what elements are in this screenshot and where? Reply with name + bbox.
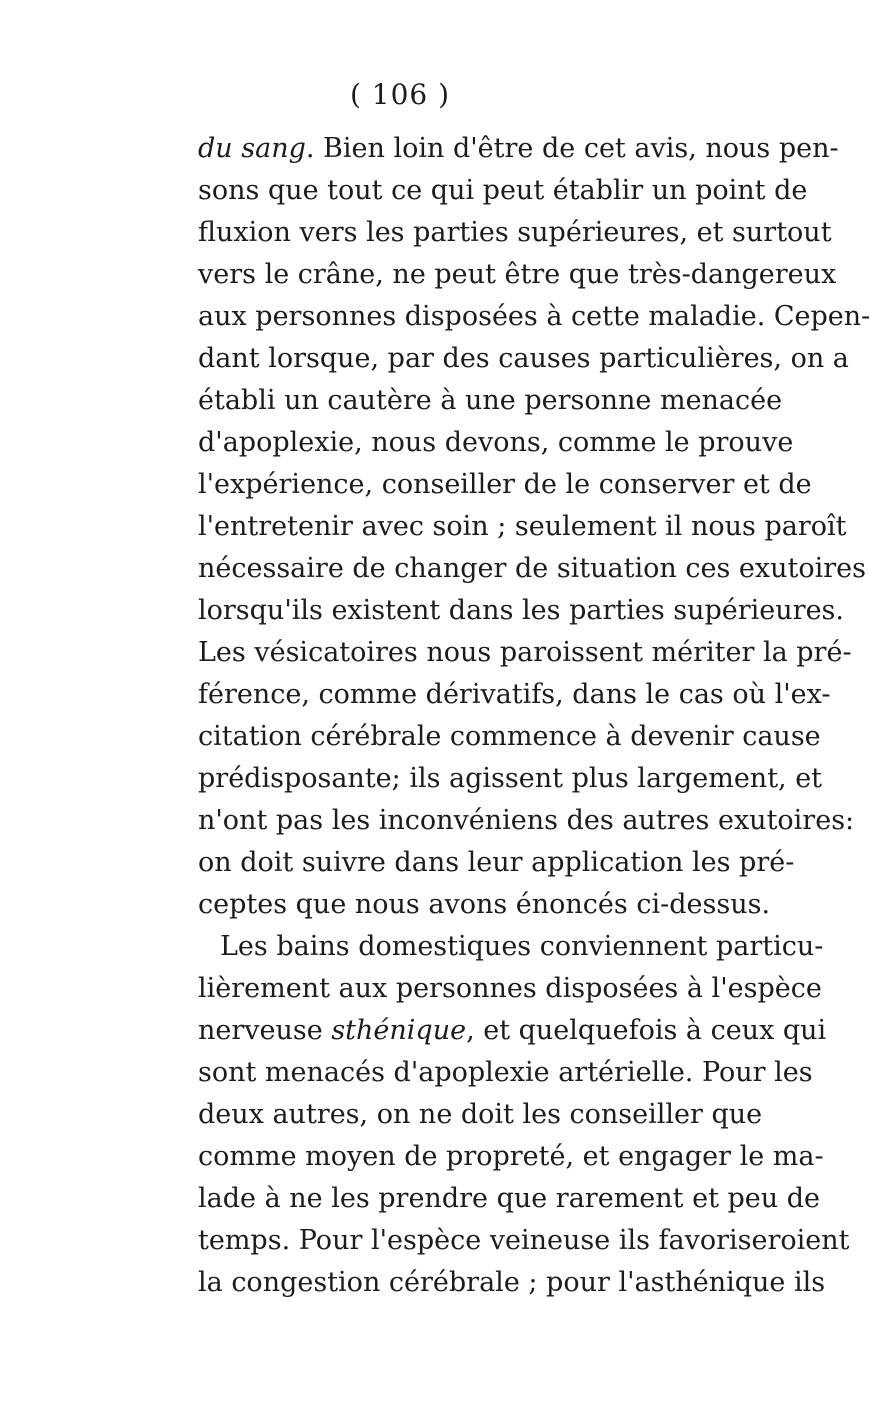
line-text: lade à ne les prendre que rarement et peu de bbox=[198, 1183, 821, 1214]
text-line bbox=[198, 380, 783, 422]
text-line bbox=[198, 632, 852, 674]
text-line bbox=[198, 212, 832, 254]
line-text: la congestion cérébrale ; pour l'asthénique ils bbox=[198, 1267, 826, 1298]
line-text: Les bains domestiques conviennent particu- bbox=[220, 931, 824, 962]
text-line bbox=[198, 128, 839, 170]
text-line bbox=[198, 338, 849, 380]
text-line bbox=[198, 926, 824, 968]
line-text: d'apoplexie, nous devons, comme le prouve bbox=[198, 427, 794, 458]
italic-text: sthénique bbox=[331, 1015, 467, 1046]
text-line bbox=[198, 968, 822, 1010]
line-text: nerveuse bbox=[198, 1015, 332, 1046]
text-line bbox=[198, 422, 794, 464]
text-line bbox=[198, 1052, 813, 1094]
text-line bbox=[198, 884, 771, 926]
text-line bbox=[198, 1220, 850, 1262]
italic-text: du sang bbox=[198, 133, 306, 164]
line-text: lièrement aux personnes disposées à l'espèce bbox=[198, 973, 822, 1004]
text-line bbox=[198, 254, 837, 296]
text-line bbox=[198, 464, 812, 506]
line-text: Les vésicatoires nous paroissent mériter la pré- bbox=[198, 637, 852, 668]
line-text: férence, comme dérivatifs, dans le cas où l'ex- bbox=[198, 679, 831, 710]
line-text: fluxion vers les parties supérieures, et surtout bbox=[198, 217, 832, 248]
text-line bbox=[198, 842, 795, 884]
text-line bbox=[198, 170, 808, 212]
line-text: sont menacés d'apoplexie artérielle. Pour les bbox=[198, 1057, 813, 1088]
line-text: l'entretenir avec soin ; seulement il nous paroît bbox=[198, 511, 847, 542]
text-line bbox=[198, 674, 831, 716]
body-text bbox=[198, 128, 870, 1304]
text-line bbox=[198, 590, 844, 632]
line-text: temps. Pour l'espèce veineuse ils favoriseroient bbox=[198, 1225, 850, 1256]
line-text: citation cérébrale commence à devenir cause bbox=[198, 721, 821, 752]
text-line bbox=[198, 1262, 826, 1304]
line-text: n'ont pas les inconvéniens des autres exutoires: bbox=[198, 805, 855, 836]
line-text: . Bien loin d'être de cet avis, nous pen- bbox=[305, 133, 839, 164]
page-number: ( 106 ) bbox=[349, 78, 451, 111]
text-line bbox=[198, 548, 866, 590]
line-text: comme moyen de propreté, et engager le ma- bbox=[198, 1141, 824, 1172]
line-text: deux autres, on ne doit les conseiller que bbox=[198, 1099, 763, 1130]
text-line bbox=[198, 296, 870, 338]
line-text: dant lorsque, par des causes particulières, on a bbox=[198, 343, 849, 374]
text-line bbox=[198, 1010, 827, 1052]
text-line bbox=[198, 716, 821, 758]
text-line bbox=[198, 1178, 821, 1220]
line-text: ceptes que nous avons énoncés ci-dessus. bbox=[198, 889, 771, 920]
text-line bbox=[198, 1136, 824, 1178]
text-line bbox=[198, 1094, 763, 1136]
line-text: nécessaire de changer de situation ces exutoires bbox=[198, 553, 866, 584]
line-text: on doit suivre dans leur application les pré- bbox=[198, 847, 795, 878]
line-text: l'expérience, conseiller de le conserver et de bbox=[198, 469, 812, 500]
line-text: établi un cautère à une personne menacée bbox=[198, 385, 783, 416]
line-text: prédisposante; ils agissent plus largement, et bbox=[198, 763, 823, 794]
line-text: , et quelquefois à ceux qui bbox=[466, 1015, 827, 1046]
line-text: lorsqu'ils existent dans les parties supérieures. bbox=[198, 595, 844, 626]
line-text: vers le crâne, ne peut être que très-dangereux bbox=[198, 259, 837, 290]
line-text: sons que tout ce qui peut établir un point de bbox=[198, 175, 808, 206]
text-line bbox=[198, 506, 847, 548]
line-text: aux personnes disposées à cette maladie. Cepen- bbox=[198, 301, 870, 332]
text-line bbox=[198, 800, 855, 842]
text-line bbox=[198, 758, 823, 800]
